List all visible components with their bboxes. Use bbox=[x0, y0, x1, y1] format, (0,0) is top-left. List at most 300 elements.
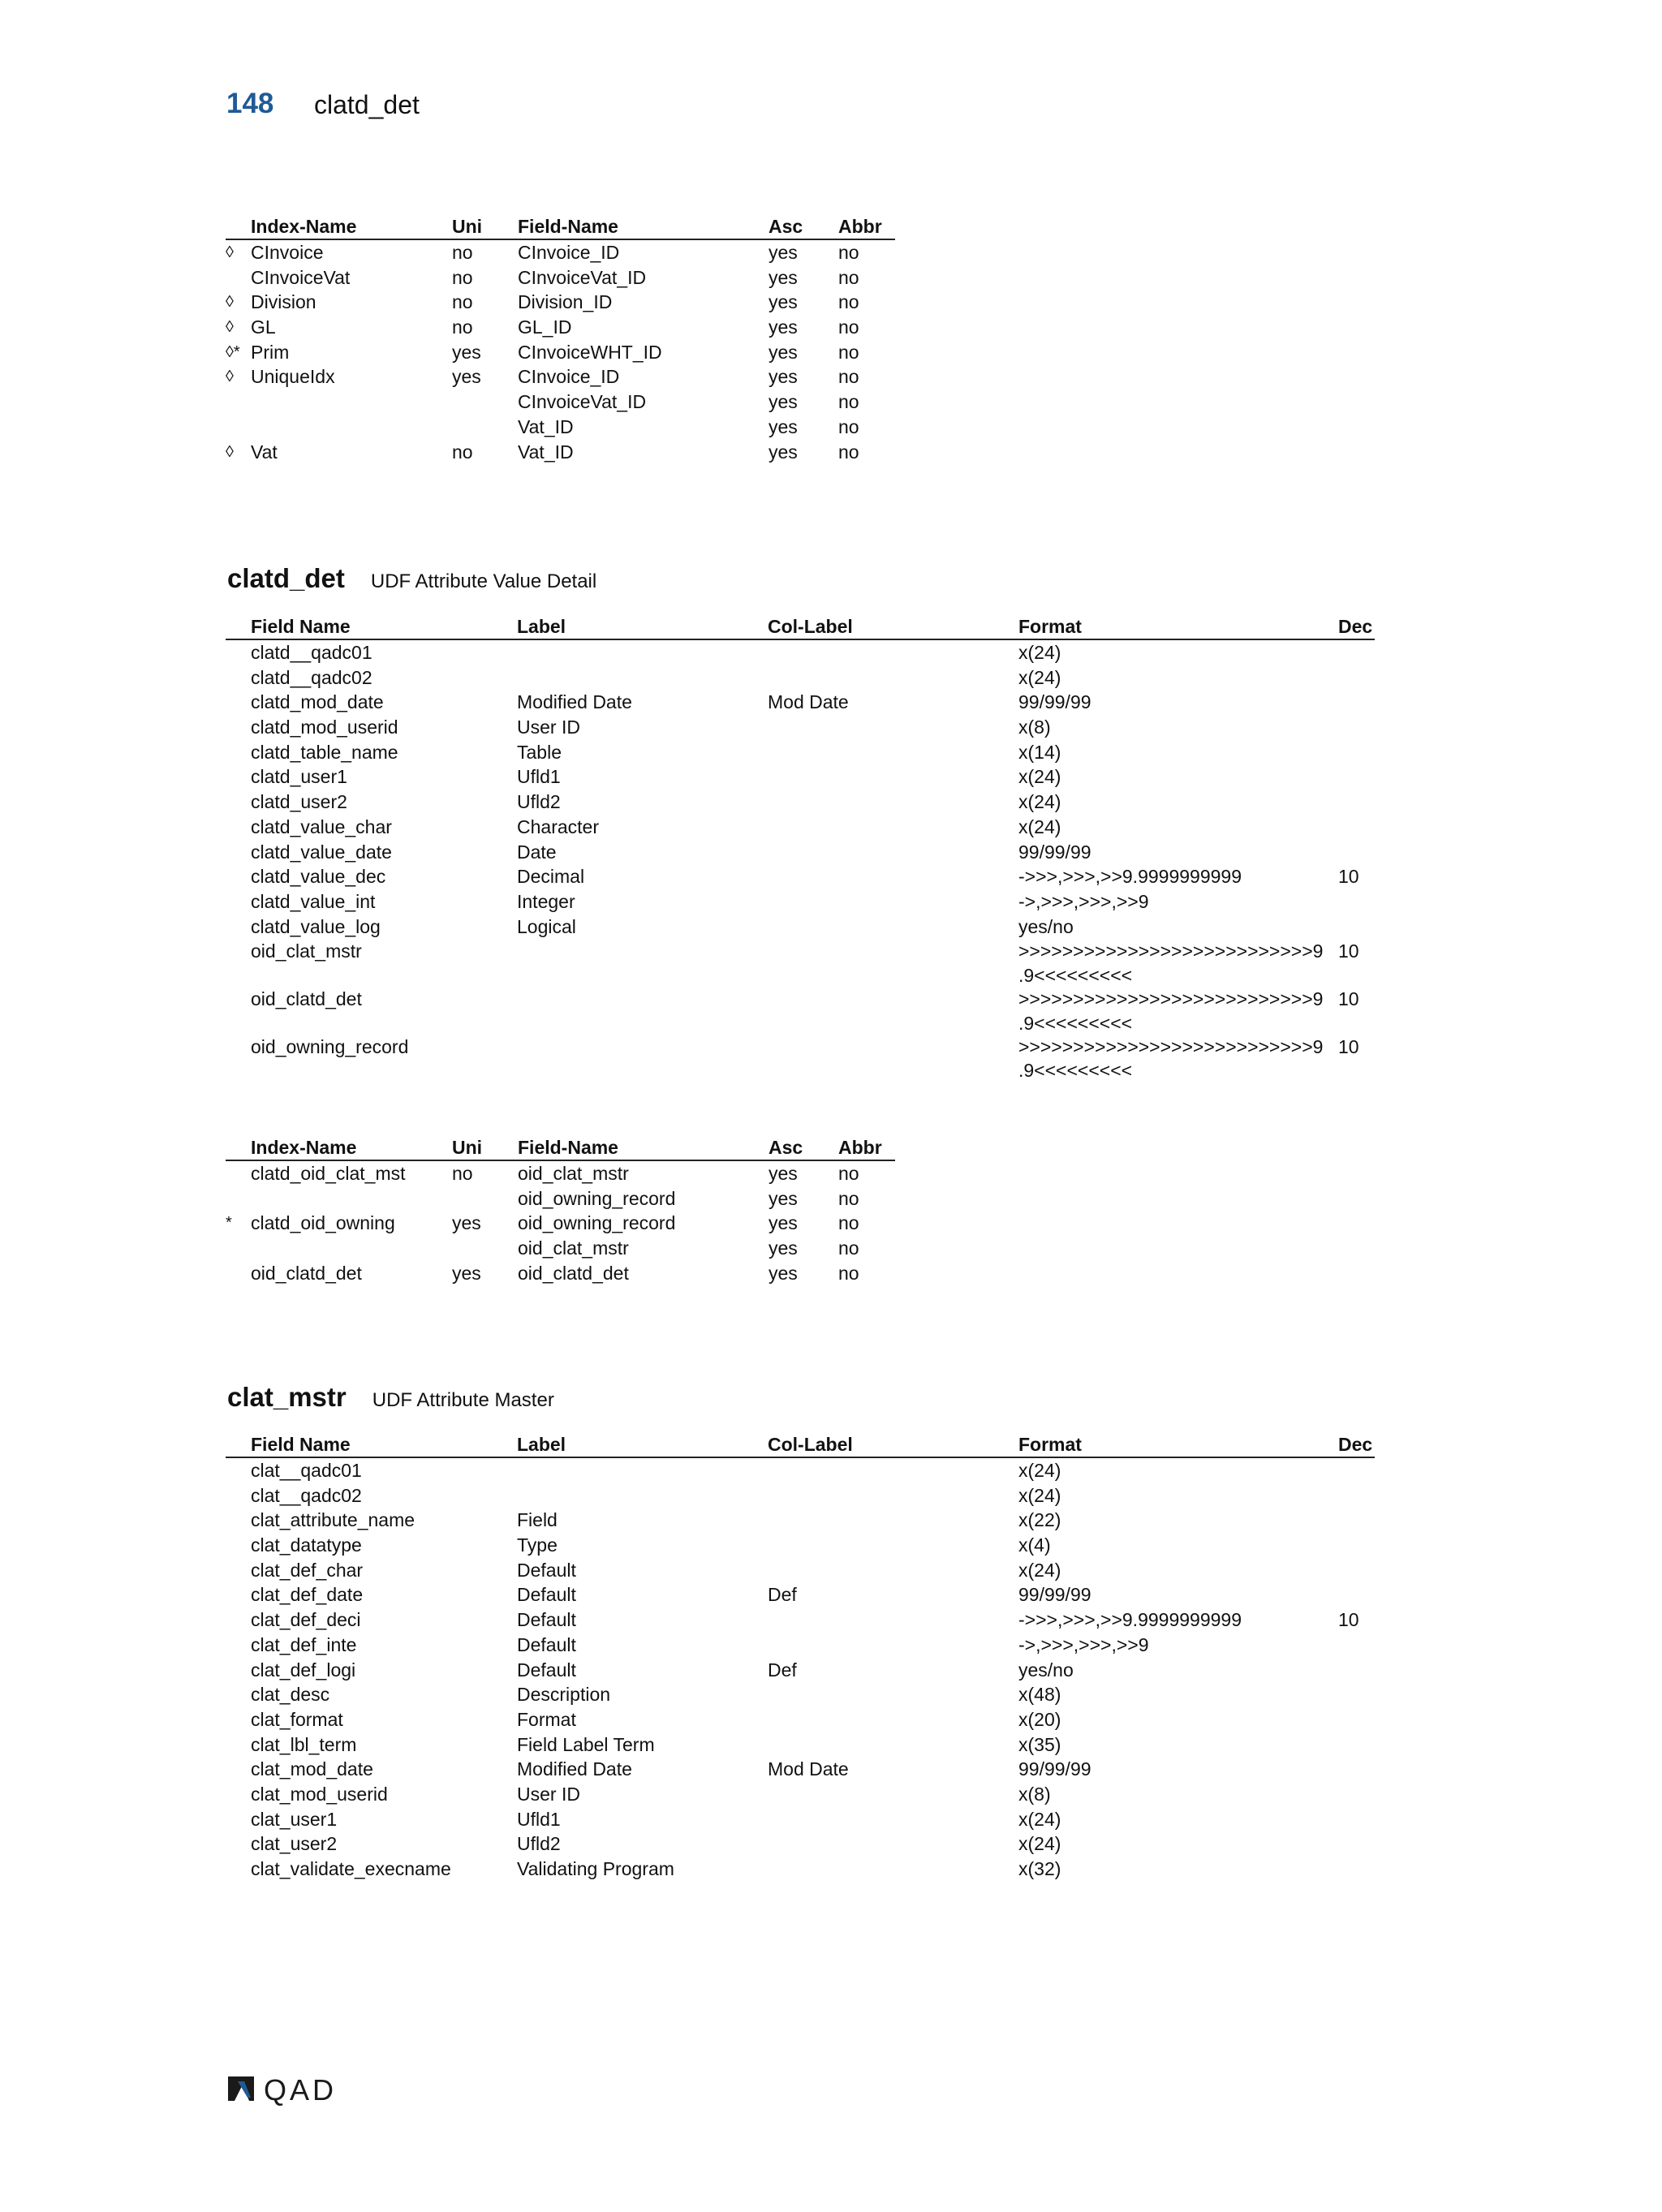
field-name: oid_clatd_det bbox=[518, 1262, 629, 1284]
field-label: Field Label Term bbox=[517, 1733, 655, 1755]
decimals: 10 bbox=[1338, 1035, 1359, 1057]
table-row bbox=[226, 290, 895, 315]
ascending-flag: yes bbox=[769, 415, 798, 437]
field-format: x(24) bbox=[1018, 1833, 1061, 1855]
field-label bbox=[517, 987, 768, 1012]
decimals bbox=[1338, 1508, 1375, 1533]
field-name: clatd_value_int bbox=[251, 890, 376, 912]
index-marker bbox=[226, 415, 251, 440]
abbr-flag: no bbox=[838, 1187, 859, 1209]
marker-cell bbox=[226, 690, 251, 715]
table-row bbox=[226, 315, 895, 340]
column-label bbox=[768, 889, 1018, 914]
abbr-flag: no bbox=[838, 366, 859, 388]
marker-cell bbox=[226, 1633, 251, 1658]
marker-cell bbox=[226, 1732, 251, 1758]
field-name: clat_mod_userid bbox=[251, 1783, 388, 1805]
index-marker: ◊* bbox=[226, 342, 240, 361]
marker-cell bbox=[226, 1012, 251, 1035]
column-label bbox=[768, 1508, 1018, 1533]
column-label bbox=[768, 939, 1018, 964]
ascending-flag: yes bbox=[769, 242, 798, 263]
field-format: x(24) bbox=[1018, 1808, 1061, 1830]
field-format: yes/no bbox=[1018, 915, 1074, 937]
decimals bbox=[1338, 1782, 1375, 1807]
marker-cell bbox=[226, 740, 251, 765]
ascending-flag: yes bbox=[769, 1262, 798, 1284]
table-row bbox=[226, 740, 1375, 765]
index-marker: * bbox=[226, 1214, 232, 1233]
column-label bbox=[768, 790, 1018, 815]
index-marker: ◊ bbox=[226, 293, 234, 312]
index-name: GL bbox=[251, 316, 276, 338]
abbr-flag: no bbox=[838, 391, 859, 413]
page-title: clatd_det bbox=[314, 90, 420, 119]
field-label: Default bbox=[517, 1584, 576, 1606]
column-header: Index-Name bbox=[251, 216, 357, 237]
index-name: clatd_oid_owning bbox=[251, 1212, 395, 1234]
decimals bbox=[1338, 764, 1375, 790]
marker-cell bbox=[226, 987, 251, 1012]
field-label: User ID bbox=[517, 717, 580, 738]
field-label bbox=[517, 665, 768, 691]
column-label: Mod Date bbox=[768, 1758, 849, 1780]
table-row bbox=[226, 1508, 1375, 1533]
field-name: oid_owning_record bbox=[251, 1035, 409, 1057]
field-format: x(24) bbox=[1018, 1484, 1061, 1506]
index-name: clatd_oid_clat_mst bbox=[251, 1163, 406, 1184]
column-label bbox=[768, 1857, 1018, 1882]
abbr-flag: no bbox=[838, 291, 859, 313]
field-label: Type bbox=[517, 1534, 558, 1556]
unique-flag: no bbox=[452, 242, 473, 263]
column-header: Asc bbox=[769, 216, 803, 237]
marker-cell bbox=[226, 790, 251, 815]
table-row bbox=[226, 1757, 1375, 1782]
column-label bbox=[768, 914, 1018, 940]
field-format: x(4) bbox=[1018, 1534, 1051, 1556]
column-header: Col-Label bbox=[768, 616, 853, 637]
field-format: x(24) bbox=[1018, 666, 1061, 688]
field-format: ->>>,>>>,>>9.9999999999 bbox=[1018, 1609, 1242, 1631]
field-name: oid_clatd_det bbox=[251, 988, 362, 1009]
table-row bbox=[226, 240, 895, 265]
field-name: GL_ID bbox=[518, 316, 572, 338]
field-name: CInvoiceVat_ID bbox=[518, 266, 647, 288]
marker-cell bbox=[226, 1782, 251, 1807]
ascending-flag: yes bbox=[769, 366, 798, 388]
marker-cell bbox=[226, 1807, 251, 1832]
field-format: x(24) bbox=[1018, 1460, 1061, 1481]
index-marker bbox=[226, 1161, 251, 1186]
field-format-continuation: .9<<<<<<<<< bbox=[1018, 1060, 1133, 1082]
table-row bbox=[226, 1186, 895, 1211]
ascending-flag: yes bbox=[769, 341, 798, 363]
field-name: clat_format bbox=[251, 1708, 343, 1730]
marker-cell bbox=[226, 1582, 251, 1607]
decimals bbox=[1338, 815, 1375, 840]
table-row bbox=[226, 1807, 1375, 1832]
column-header: Field-Name bbox=[518, 216, 618, 237]
table-row bbox=[226, 1211, 895, 1236]
marker-cell bbox=[226, 1707, 251, 1732]
decimals: 10 bbox=[1338, 866, 1359, 888]
table-row bbox=[226, 1831, 1375, 1857]
field-label bbox=[517, 939, 768, 964]
field-format: x(35) bbox=[1018, 1733, 1061, 1755]
table-header bbox=[226, 1134, 895, 1161]
column-label bbox=[768, 840, 1018, 865]
column-header: Label bbox=[517, 616, 566, 637]
index-marker bbox=[226, 389, 251, 415]
field-label: Date bbox=[517, 841, 557, 863]
field-format: x(20) bbox=[1018, 1708, 1061, 1730]
empty-cell bbox=[251, 1059, 517, 1082]
column-header: Label bbox=[517, 1434, 566, 1455]
field-format: 99/99/99 bbox=[1018, 691, 1091, 713]
index-name: Vat bbox=[251, 441, 278, 463]
empty-cell bbox=[251, 1012, 517, 1035]
table-header bbox=[226, 213, 895, 240]
column-label: Def bbox=[768, 1584, 797, 1606]
table-row bbox=[226, 1607, 1375, 1633]
index-marker: ◊ bbox=[226, 318, 234, 337]
column-header: Col-Label bbox=[768, 1434, 853, 1455]
marker-cell bbox=[226, 1607, 251, 1633]
empty-cell bbox=[768, 1012, 1018, 1035]
field-label: Default bbox=[517, 1633, 576, 1655]
empty-cell bbox=[517, 964, 768, 987]
field-format: x(8) bbox=[1018, 717, 1051, 738]
field-name: clatd_value_dec bbox=[251, 866, 386, 888]
decimals bbox=[1338, 640, 1375, 665]
decimals bbox=[1338, 715, 1375, 740]
unique-flag bbox=[452, 415, 518, 440]
table-header bbox=[226, 1431, 1375, 1458]
column-label bbox=[768, 1458, 1018, 1483]
field-name: CInvoice_ID bbox=[518, 242, 620, 263]
decimals bbox=[1338, 1732, 1375, 1758]
field-label: Description bbox=[517, 1684, 611, 1706]
column-header: Uni bbox=[452, 1137, 483, 1158]
table-row bbox=[226, 1035, 1375, 1060]
table-row bbox=[226, 815, 1375, 840]
abbr-flag: no bbox=[838, 1163, 859, 1184]
section-title: clatd_det bbox=[227, 563, 345, 593]
column-label bbox=[768, 715, 1018, 740]
column-header: Index-Name bbox=[251, 1137, 357, 1158]
field-label bbox=[517, 1483, 768, 1508]
marker-cell bbox=[226, 1658, 251, 1683]
marker-cell bbox=[226, 840, 251, 865]
table-row bbox=[226, 415, 895, 440]
empty-cell bbox=[251, 964, 517, 987]
table-row bbox=[226, 364, 895, 389]
ascending-flag: yes bbox=[769, 1187, 798, 1209]
column-label bbox=[768, 1035, 1018, 1060]
field-label: User ID bbox=[517, 1783, 580, 1805]
column-label: Def bbox=[768, 1659, 797, 1681]
field-label bbox=[517, 640, 768, 665]
decimals bbox=[1338, 889, 1375, 914]
marker-cell bbox=[226, 939, 251, 964]
abbr-flag: no bbox=[838, 266, 859, 288]
ascending-flag: yes bbox=[769, 291, 798, 313]
field-name: clat__qadc02 bbox=[251, 1484, 362, 1506]
field-name: clat_validate_execname bbox=[251, 1858, 451, 1879]
table-row bbox=[226, 1732, 1375, 1758]
column-header: Field Name bbox=[251, 1434, 351, 1455]
abbr-flag: no bbox=[838, 1212, 859, 1234]
abbr-flag: no bbox=[838, 242, 859, 263]
field-name: clatd_user2 bbox=[251, 791, 347, 813]
marker-cell bbox=[226, 864, 251, 889]
marker-cell bbox=[226, 889, 251, 914]
decimals bbox=[1338, 1757, 1375, 1782]
field-name: clatd__qadc01 bbox=[251, 642, 372, 663]
field-label: Ufld1 bbox=[517, 766, 561, 788]
column-header: Abbr bbox=[838, 216, 882, 237]
field-name: clatd_mod_date bbox=[251, 691, 384, 713]
section-heading-clatd-det bbox=[227, 563, 596, 594]
field-name: oid_clat_mstr bbox=[518, 1163, 629, 1184]
decimals bbox=[1338, 690, 1375, 715]
field-name: oid_clat_mstr bbox=[251, 940, 362, 962]
unique-flag: no bbox=[452, 1163, 473, 1184]
column-header: Asc bbox=[769, 1137, 803, 1158]
column-label bbox=[768, 640, 1018, 665]
column-label bbox=[768, 1807, 1018, 1832]
empty-cell bbox=[517, 1012, 768, 1035]
abbr-flag: no bbox=[838, 415, 859, 437]
field-name: oid_clat_mstr bbox=[518, 1237, 629, 1259]
field-format: x(32) bbox=[1018, 1858, 1061, 1879]
column-header: Dec bbox=[1338, 1434, 1373, 1455]
field-label bbox=[517, 1458, 768, 1483]
field-name: clatd__qadc02 bbox=[251, 666, 372, 688]
marker-cell bbox=[226, 1533, 251, 1558]
index-name bbox=[251, 1186, 452, 1211]
index-marker: ◊ bbox=[226, 368, 234, 386]
marker-cell bbox=[226, 815, 251, 840]
index-name bbox=[251, 1236, 452, 1261]
table-row bbox=[226, 1707, 1375, 1732]
decimals bbox=[1338, 740, 1375, 765]
table-header bbox=[226, 613, 1375, 640]
field-label: Field bbox=[517, 1509, 558, 1531]
field-format: yes/no bbox=[1018, 1659, 1074, 1681]
field-label: Default bbox=[517, 1559, 576, 1581]
empty-cell bbox=[768, 1059, 1018, 1082]
table-row bbox=[226, 939, 1375, 964]
page-number: 148 bbox=[226, 88, 274, 119]
index-name: oid_clatd_det bbox=[251, 1262, 362, 1284]
table-row bbox=[226, 1658, 1375, 1683]
field-format: x(22) bbox=[1018, 1509, 1061, 1531]
field-format-continuation: .9<<<<<<<<< bbox=[1018, 1012, 1133, 1034]
column-label bbox=[768, 987, 1018, 1012]
field-name: clatd_value_char bbox=[251, 816, 392, 837]
field-name: clat_def_logi bbox=[251, 1659, 356, 1681]
table-row bbox=[226, 889, 1375, 914]
field-format: x(24) bbox=[1018, 766, 1061, 788]
field-table-clatd-det bbox=[226, 613, 1375, 1082]
column-header: Abbr bbox=[838, 1137, 882, 1158]
field-name: Vat_ID bbox=[518, 441, 574, 463]
field-name: clat_user1 bbox=[251, 1808, 338, 1830]
field-label: Decimal bbox=[517, 866, 585, 888]
ascending-flag: yes bbox=[769, 1163, 798, 1184]
marker-cell bbox=[226, 914, 251, 940]
column-label bbox=[768, 665, 1018, 691]
field-name: clatd_value_log bbox=[251, 915, 381, 937]
table-row bbox=[226, 840, 1375, 865]
column-label bbox=[768, 1633, 1018, 1658]
marker-cell bbox=[226, 1458, 251, 1483]
ascending-flag: yes bbox=[769, 1237, 798, 1259]
column-header: Field-Name bbox=[518, 1137, 618, 1158]
column-label bbox=[768, 1558, 1018, 1583]
section-heading-clat-mstr bbox=[227, 1382, 554, 1413]
field-format: x(48) bbox=[1018, 1684, 1061, 1706]
field-name: clat_desc bbox=[251, 1684, 330, 1706]
field-label bbox=[517, 1035, 768, 1060]
field-format: ->,>>>,>>>,>>9 bbox=[1018, 1633, 1149, 1655]
field-format: x(24) bbox=[1018, 816, 1061, 837]
table-row bbox=[226, 1261, 895, 1286]
decimals bbox=[1338, 1558, 1375, 1583]
field-label: Modified Date bbox=[517, 691, 632, 713]
index-name: CInvoiceVat bbox=[251, 266, 351, 288]
marker-cell bbox=[226, 640, 251, 665]
field-name: clat_mod_date bbox=[251, 1758, 373, 1780]
column-header: Field Name bbox=[251, 616, 351, 637]
table-row bbox=[226, 1582, 1375, 1607]
index-name: CInvoice bbox=[251, 242, 324, 263]
abbr-flag: no bbox=[838, 1262, 859, 1284]
unique-flag: yes bbox=[452, 1262, 481, 1284]
unique-flag: yes bbox=[452, 366, 481, 388]
table-row bbox=[226, 665, 1375, 691]
field-name: clat_user2 bbox=[251, 1833, 338, 1855]
field-label: Integer bbox=[517, 890, 575, 912]
field-name: oid_owning_record bbox=[518, 1187, 676, 1209]
field-label: Ufld2 bbox=[517, 1833, 561, 1855]
field-format: 99/99/99 bbox=[1018, 841, 1091, 863]
decimals bbox=[1338, 1633, 1375, 1658]
ascending-flag: yes bbox=[769, 391, 798, 413]
unique-flag bbox=[452, 389, 518, 415]
table-row bbox=[226, 1533, 1375, 1558]
column-header: Format bbox=[1018, 1434, 1082, 1455]
ascending-flag: yes bbox=[769, 441, 798, 463]
decimals bbox=[1338, 1582, 1375, 1607]
column-label bbox=[768, 1483, 1018, 1508]
field-name: clat_lbl_term bbox=[251, 1733, 357, 1755]
index-name bbox=[251, 415, 452, 440]
decimals: 10 bbox=[1338, 1609, 1359, 1631]
field-label: Ufld1 bbox=[517, 1808, 561, 1830]
decimals bbox=[1338, 790, 1375, 815]
decimals bbox=[1338, 1658, 1375, 1683]
column-label bbox=[768, 864, 1018, 889]
field-format-continuation: .9<<<<<<<<< bbox=[1018, 964, 1133, 986]
field-name: Vat_ID bbox=[518, 415, 574, 437]
table-row bbox=[226, 1857, 1375, 1882]
unique-flag: no bbox=[452, 291, 473, 313]
field-format: x(24) bbox=[1018, 642, 1061, 663]
column-header: Dec bbox=[1338, 616, 1373, 637]
format-continuation-row bbox=[226, 1059, 1375, 1082]
field-name: clatd_value_date bbox=[251, 841, 392, 863]
index-marker bbox=[226, 1261, 251, 1286]
decimals: 10 bbox=[1338, 988, 1359, 1009]
empty-cell bbox=[768, 964, 1018, 987]
marker-cell bbox=[226, 715, 251, 740]
field-name: clat_datatype bbox=[251, 1534, 362, 1556]
section-title: clat_mstr bbox=[227, 1382, 347, 1412]
field-label: Validating Program bbox=[517, 1858, 674, 1879]
field-format: x(8) bbox=[1018, 1783, 1051, 1805]
field-format: x(24) bbox=[1018, 791, 1061, 813]
field-label: Format bbox=[517, 1708, 576, 1730]
table-row bbox=[226, 1633, 1375, 1658]
field-format: ->>>,>>>,>>9.9999999999 bbox=[1018, 866, 1242, 888]
decimals bbox=[1338, 1707, 1375, 1732]
abbr-flag: no bbox=[838, 341, 859, 363]
index-marker: ◊ bbox=[226, 442, 234, 461]
qad-logo bbox=[226, 2073, 337, 2107]
column-label bbox=[768, 1533, 1018, 1558]
column-label bbox=[768, 1782, 1018, 1807]
marker-cell bbox=[226, 1508, 251, 1533]
table-row bbox=[226, 340, 895, 365]
marker-cell bbox=[226, 964, 251, 987]
unique-flag: no bbox=[452, 316, 473, 338]
field-name: clat_def_char bbox=[251, 1559, 364, 1581]
table-row bbox=[226, 1161, 895, 1186]
unique-flag bbox=[452, 1186, 518, 1211]
index-name: Division bbox=[251, 291, 316, 313]
table-row bbox=[226, 1558, 1375, 1583]
ascending-flag: yes bbox=[769, 316, 798, 338]
field-format: >>>>>>>>>>>>>>>>>>>>>>>>>>>9 bbox=[1018, 988, 1324, 1009]
unique-flag: no bbox=[452, 441, 473, 463]
decimals bbox=[1338, 1857, 1375, 1882]
marker-cell bbox=[226, 1558, 251, 1583]
field-label: Modified Date bbox=[517, 1758, 632, 1780]
table-row bbox=[226, 1782, 1375, 1807]
field-label: Logical bbox=[517, 915, 576, 937]
column-label bbox=[768, 1732, 1018, 1758]
table-row bbox=[226, 764, 1375, 790]
unique-flag bbox=[452, 1236, 518, 1261]
field-name: clatd_mod_userid bbox=[251, 717, 398, 738]
table-row bbox=[226, 1483, 1375, 1508]
decimals bbox=[1338, 914, 1375, 940]
column-label bbox=[768, 1707, 1018, 1732]
column-label bbox=[768, 1682, 1018, 1707]
field-format: >>>>>>>>>>>>>>>>>>>>>>>>>>>9 bbox=[1018, 1035, 1324, 1057]
format-continuation-row bbox=[226, 964, 1375, 987]
field-name: clatd_user1 bbox=[251, 766, 347, 788]
qad-logo-icon bbox=[226, 2075, 257, 2107]
field-label: Default bbox=[517, 1609, 576, 1631]
table-row bbox=[226, 1236, 895, 1261]
index-table-clatd-det bbox=[226, 1134, 895, 1285]
field-name: clat_attribute_name bbox=[251, 1509, 416, 1531]
field-name: oid_owning_record bbox=[518, 1212, 676, 1234]
